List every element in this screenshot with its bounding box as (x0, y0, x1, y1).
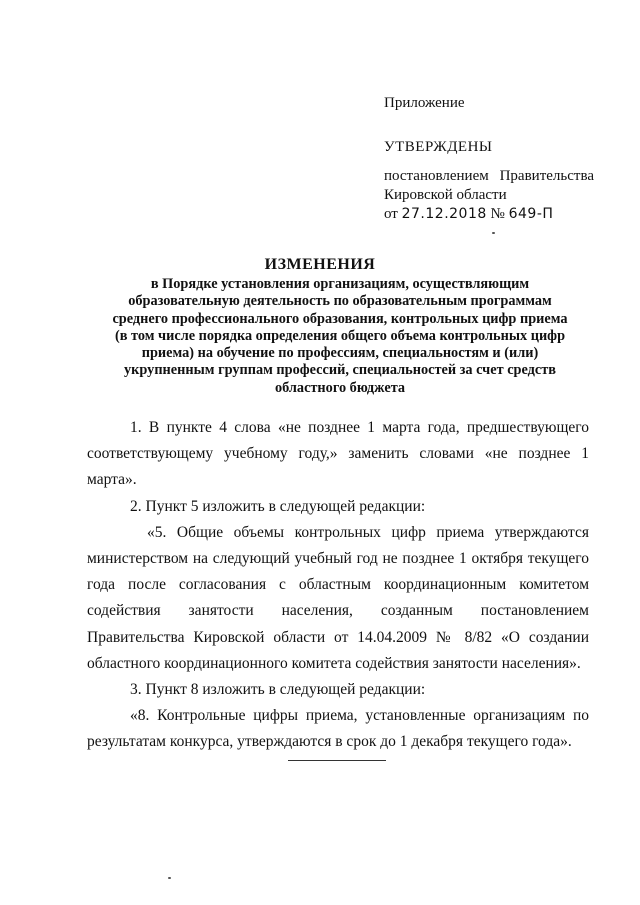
scan-speck (492, 232, 495, 234)
basis-word-decree: постановлением (384, 168, 489, 184)
paragraph-3: «5. Общие объемы контрольных цифр приема утверждаются министерством на следующий учебный год не позднее 1 октября текущего года после согласования с областным координационным комитетом содействия занятости населения, созданным постановлением Правительства Кировской области от 14.04.2009 № 8/82 «О создании областного координационного комитета содействия занятости населения». (87, 523, 589, 672)
paragraph-4: 3. Пункт 8 изложить в следующей редакции: (130, 681, 426, 699)
basis-line-3 (384, 205, 594, 224)
document-subtitle: в Порядке установления организациям, осуществляющим образовательную деятельность по образовательным программам среднего профессионального образования, контрольных цифр приема (в том числе порядка определения общего объема контрольных цифр приема) на обучение по профессиям, специальностям и (или) укрупненным группам профессий, специальностей за счет средств областного бюджета (112, 276, 568, 396)
appendix-label: Приложение (384, 95, 465, 111)
approved-label: УТВЕРЖДЕНЫ (384, 139, 493, 155)
scan-speck (168, 877, 171, 879)
basis-line-2: Кировской области (384, 187, 507, 203)
document-body (87, 415, 589, 756)
paragraph-1: 1. В пункте 4 слова «не позднее 1 марта года, предшествующего соответствующему учебному году,» заменить словами «не позднее 1 марта». (87, 419, 589, 489)
basis-number: 649-П (508, 206, 554, 222)
paragraph-5: «8. Контрольные цифры приема, установленные организациям по результатам конкурса, утверждаются в срок до 1 декабря текущего года». (87, 707, 589, 751)
paragraph-2: 2. Пункт 5 изложить в следующей редакции: (130, 497, 426, 515)
basis-word-government: Правительства (499, 168, 594, 184)
closing-rule (288, 760, 386, 761)
basis-date-prefix: от (384, 206, 398, 222)
basis-date: 27.12.2018 (401, 206, 487, 222)
approval-basis (384, 167, 594, 224)
document-title: ИЗМЕНЕНИЯ (264, 256, 376, 273)
basis-number-sign: № (490, 206, 505, 222)
basis-line-1 (384, 167, 594, 186)
